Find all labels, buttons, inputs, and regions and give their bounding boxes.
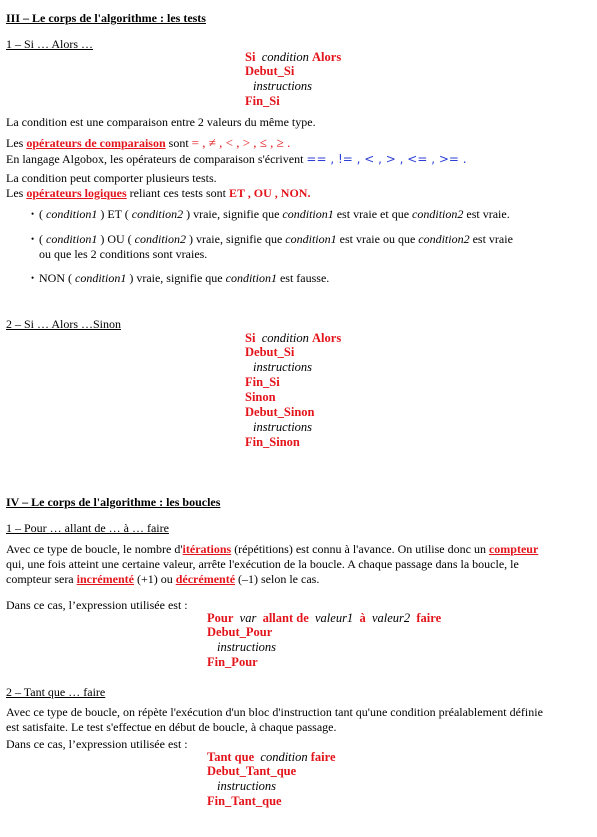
- logical-operators: ET , OU , NON.: [228, 186, 311, 200]
- code-line: Debut_Si: [245, 64, 295, 78]
- code-line: Debut_Si: [245, 345, 295, 359]
- term-comparison-operators: opérateurs de comparaison: [26, 136, 166, 150]
- code-line: Debut_Tant_que: [207, 764, 297, 778]
- code-keyword: Alors: [312, 50, 342, 64]
- subsection-si-alors-sinon-title: 2 – Si … Alors …Sinon: [6, 317, 122, 331]
- text: Les: [6, 136, 27, 150]
- paragraph: qui, une fois atteint une certaine valeur, arrête l'exécution de la boucle. A chaque passage dans la boucle, le: [6, 557, 519, 571]
- term-iterations: itérations: [182, 542, 232, 556]
- bullet-icon: •: [31, 209, 35, 219]
- section-3-title: III – Le corps de l'algorithme : les tests: [6, 11, 206, 25]
- term-decremente: décrémenté: [175, 572, 236, 586]
- term-incremente: incrémenté: [76, 572, 134, 586]
- list-item: ( condition1 ) OU ( condition2 ) vraie, signifie que condition1 est vraie ou que condition2 est vraie: [39, 232, 513, 246]
- code-line: instructions: [217, 779, 277, 793]
- paragraph: [6, 136, 290, 150]
- text: sont: [165, 136, 192, 150]
- code-keyword: Pour: [207, 611, 234, 625]
- code-keyword: Alors: [312, 331, 342, 345]
- text: reliant ces tests sont: [126, 186, 229, 200]
- code-variable: valeur1: [315, 611, 354, 625]
- code-block-pour: [207, 611, 441, 670]
- code-condition: condition: [261, 331, 309, 345]
- paragraph: compteur sera incrémenté (+1) ou décrémenté (–1) selon le cas.: [6, 572, 320, 586]
- code-block-tant-que: [207, 750, 336, 809]
- code-keyword: Tant que: [207, 750, 255, 764]
- code-line: Fin_Sinon: [245, 435, 300, 449]
- code-block-si-alors-sinon: [245, 331, 341, 450]
- list-item: NON ( condition1 ) vraie, signifie que condition1 est fausse.: [39, 271, 330, 285]
- paragraph: est satisfaite. Le test s'effectue en début de boucle, à chaque passage.: [6, 720, 337, 734]
- code-line: Debut_Pour: [207, 625, 273, 639]
- code-line: Fin_Si: [245, 375, 280, 389]
- section-4-title: IV – Le corps de l'algorithme : les boucles: [6, 495, 221, 509]
- code-keyword: faire: [416, 611, 442, 625]
- code-line: instructions: [253, 360, 313, 374]
- code-keyword: Si: [245, 331, 256, 345]
- paragraph: Dans ce cas, l’expression utilisée est :: [6, 598, 188, 612]
- code-line: Sinon: [245, 390, 276, 404]
- code-keyword: Si: [245, 50, 256, 64]
- paragraph: La condition est une comparaison entre 2 valeurs du même type.: [6, 115, 316, 129]
- list-item: ( condition1 ) ET ( condition2 ) vraie, signifie que condition1 est vraie et que condition2 est vraie.: [39, 207, 510, 221]
- list-item-continuation: ou que les 2 conditions sont vraies.: [39, 247, 208, 261]
- code-keyword: allant de: [262, 611, 309, 625]
- code-variable: var: [239, 611, 257, 625]
- paragraph: La condition peut comporter plusieurs tests.: [6, 171, 217, 185]
- code-line: instructions: [253, 420, 313, 434]
- math-operators: = , ≠ , < , > , ≤ , ≥ .: [191, 135, 291, 150]
- paragraph: Avec ce type de boucle, le nombre d'itérations (répétitions) est connu à l'avance. On utilise donc un compteur: [6, 542, 539, 556]
- code-condition: condition: [260, 750, 308, 764]
- subsection-pour-title: 1 – Pour … allant de … à … faire: [6, 521, 169, 535]
- subsection-tant-que-title: 2 – Tant que … faire: [6, 685, 106, 699]
- subsection-si-alors-title: 1 – Si … Alors …: [6, 37, 94, 51]
- code-line: instructions: [253, 79, 313, 93]
- term-compteur: compteur: [488, 542, 539, 556]
- term-logical-operators: opérateurs logiques: [26, 186, 127, 200]
- paragraph: [6, 186, 310, 200]
- code-line: Fin_Pour: [207, 655, 258, 669]
- algobox-operators: == , != , < , > , <= , >= .: [306, 152, 467, 166]
- code-condition: condition: [261, 50, 309, 64]
- code-keyword: faire: [310, 750, 336, 764]
- code-keyword: à: [359, 611, 366, 625]
- paragraph: [6, 152, 467, 166]
- bullet-icon: •: [31, 273, 35, 283]
- code-line: Fin_Tant_que: [207, 794, 282, 808]
- code-line: Debut_Sinon: [245, 405, 315, 419]
- paragraph: Avec ce type de boucle, on répète l'exécution d'un bloc d'instruction tant qu'une condition préalablement définie: [6, 705, 543, 719]
- code-line: instructions: [217, 640, 277, 654]
- code-line: Fin_Si: [245, 94, 280, 108]
- text: Les: [6, 186, 27, 200]
- code-block-si-alors: [245, 50, 341, 109]
- text: En langage Algobox, les opérateurs de comparaison s'écrivent: [6, 152, 307, 166]
- bullet-icon: •: [31, 234, 35, 244]
- code-variable: valeur2: [371, 611, 411, 625]
- paragraph: Dans ce cas, l’expression utilisée est :: [6, 737, 188, 751]
